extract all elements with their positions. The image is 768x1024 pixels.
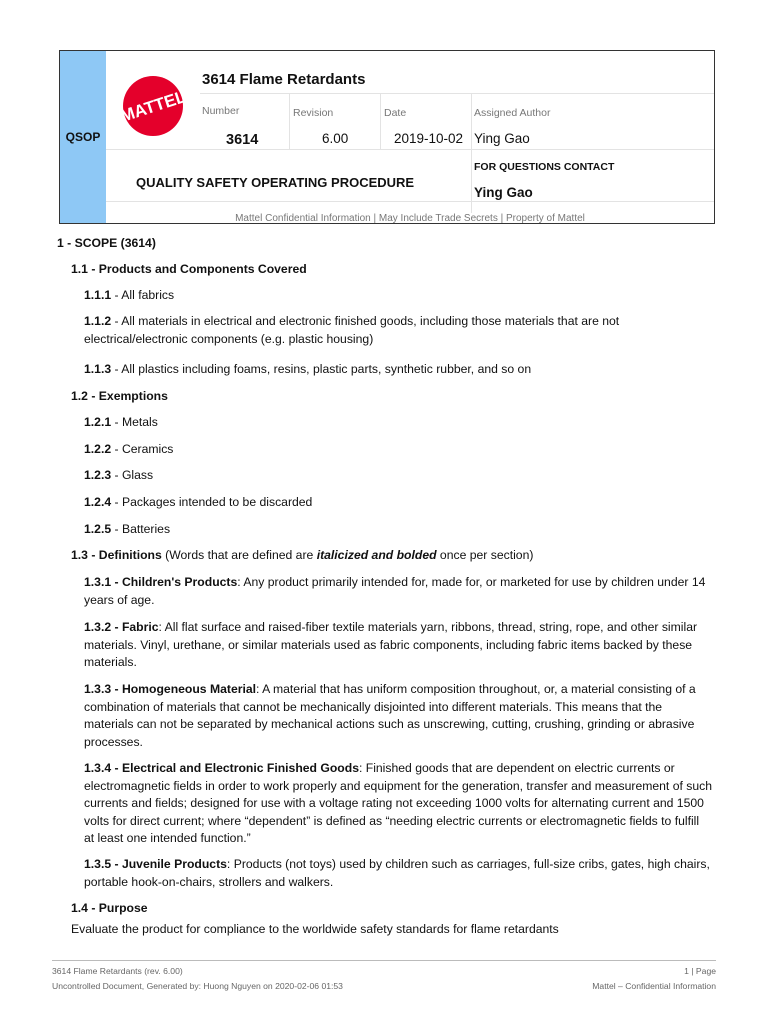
contact-name: Ying Gao	[474, 185, 533, 200]
list-item: 1.1.2 - All materials in electrical and electronic finished goods, including those materials that are not electrical/electronic components (e.g. plastic housing)	[84, 314, 620, 346]
procedure-title: QUALITY SAFETY OPERATING PROCEDURE	[136, 175, 415, 190]
header-divider	[106, 149, 714, 150]
qsop-sidebar	[60, 51, 106, 223]
author-value: Ying Gao	[474, 131, 530, 146]
document-title: 3614 Flame Retardants	[202, 71, 366, 88]
footer-generated-note: Uncontrolled Document, Generated by: Huong Nguyen on 2020-02-06 01:53	[52, 981, 343, 991]
number-label: Number	[202, 105, 240, 117]
subsection-heading: 1.4 - Purpose	[71, 901, 148, 915]
header-divider	[106, 201, 714, 202]
footer-page-number: 1 | Page	[684, 966, 716, 976]
svg-text:MATTEL: MATTEL	[118, 86, 189, 126]
qsop-label: QSOP	[65, 130, 101, 144]
list-item: 1.2.3 - Glass	[84, 468, 154, 482]
header-divider	[200, 93, 714, 94]
mattel-logo	[106, 51, 200, 149]
list-item: 1.2.4 - Packages intended to be discarded	[84, 495, 313, 509]
subsection-heading: 1.1 - Products and Components Covered	[71, 262, 307, 276]
section-heading: 1 - SCOPE (3614)	[57, 236, 156, 250]
list-item: 1.2.2 - Ceramics	[84, 442, 174, 456]
subsection-heading: 1.2 - Exemptions	[71, 389, 168, 403]
header-divider	[471, 93, 472, 213]
header-divider	[380, 93, 381, 149]
date-label: Date	[384, 107, 407, 119]
list-item: 1.2.5 - Batteries	[84, 522, 171, 536]
confidential-notice: Mattel Confidential Information | May Include Trade Secrets | Property of Mattel	[235, 213, 585, 224]
footer-confidential: Mattel – Confidential Information	[592, 981, 716, 991]
number-value: 3614	[226, 132, 259, 148]
list-item: 1.1.1 - All fabrics	[84, 288, 175, 302]
document-header	[59, 50, 715, 224]
footer-divider	[52, 960, 716, 961]
revision-label: Revision	[293, 107, 334, 119]
list-item: 1.1.3 - All plastics including foams, resins, plastic parts, synthetic rubber, and so on	[84, 362, 532, 376]
purpose-text: Evaluate the product for compliance to the worldwide safety standards for flame retardants	[71, 922, 559, 936]
definition-item: 1.3.2 - Fabric: All flat surface and raised-fiber textile materials yarn, ribbons, thread, string, rope, and other similar materials. Vinyl, urethane, or similar materials used as fabric components, including fabric items backed by these materials.	[84, 620, 698, 669]
contact-label: FOR QUESTIONS CONTACT	[474, 161, 615, 173]
date-value: 2019-10-02	[394, 131, 464, 146]
definition-item: 1.3.3 - Homogeneous Material: A material that has uniform composition throughout, or, a material consisting of a combination of materials that cannot be mechanically disjointed into different materials. This means that the materials can not be separated by mechanical actions such as unscrewing, cutting, crushing, grinding or abrasive processes.	[84, 682, 696, 749]
definition-item: 1.3.5 - Juvenile Products: Products (not toys) used by children such as carriages, full-size cribs, gates, high chairs, portable hook-on-chairs, strollers and walkers.	[84, 857, 710, 889]
subsection-heading: 1.3 - Definitions (Words that are defined are italicized and bolded once per section)	[71, 548, 534, 562]
header-divider	[289, 93, 290, 149]
definition-item: 1.3.4 - Electrical and Electronic Finished Goods: Finished goods that are dependent on electric currents or electromagnetic fields in order to work properly and equipment for the generation, transfer and measurement of such currents and fields; designed for use with a voltage rating not exceeding 1000 volts for alternating current and 1500 volts for direct current; where “dependent” is defined as “needing electric currents or electromagnetic fields to fulfill at least one intended function.”	[84, 761, 712, 845]
author-label: Assigned Author	[474, 107, 551, 119]
definition-item: 1.3.1 - Children's Products: Any product primarily intended for, made for, or marketed for use by children under 14 years of age.	[84, 575, 706, 607]
list-item: 1.2.1 - Metals	[84, 415, 158, 429]
revision-value: 6.00	[322, 131, 349, 146]
footer-doc-title: 3614 Flame Retardants (rev. 6.00)	[52, 966, 183, 976]
